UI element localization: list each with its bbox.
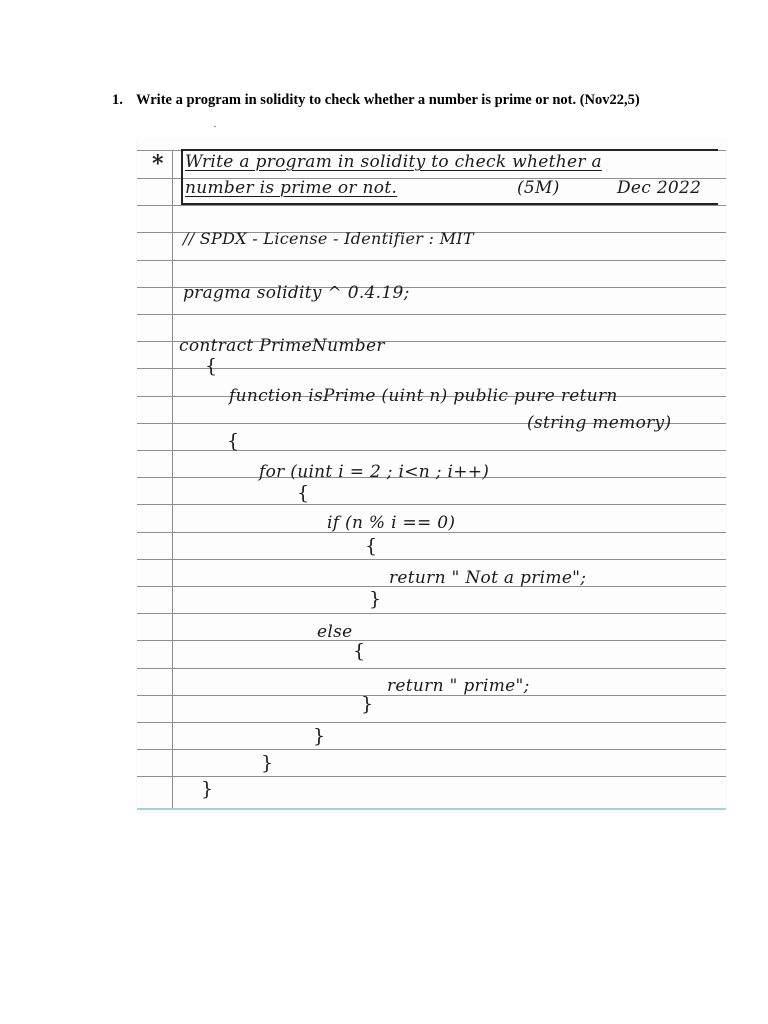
- else-close-brace: }: [361, 693, 374, 715]
- ruled-line: [137, 640, 726, 641]
- heading-box-top: [181, 149, 718, 151]
- notes-heading-line-1: Write a program in solidity to check whether a: [185, 152, 602, 172]
- function-open-brace: {: [227, 430, 240, 452]
- marks-label: (5M): [517, 178, 560, 198]
- ruled-line: [137, 668, 726, 669]
- date-label: Dec 2022: [617, 178, 702, 198]
- code-line-else: else: [317, 622, 353, 642]
- ruled-line: [137, 722, 726, 723]
- code-line-return-prime: return " prime";: [387, 676, 530, 696]
- star-mark: *: [152, 151, 164, 177]
- ruled-line: [137, 314, 726, 315]
- for-open-brace: {: [297, 482, 310, 504]
- code-line-returns: (string memory): [527, 413, 672, 433]
- notebook-bottom-edge: [137, 808, 726, 810]
- ruled-line: [137, 450, 726, 451]
- ruled-line: [137, 613, 726, 614]
- ruled-line: [137, 205, 726, 206]
- ruled-line: [137, 260, 726, 261]
- ruled-line: [137, 749, 726, 750]
- for-close-brace: }: [313, 725, 326, 747]
- ruled-line: [137, 776, 726, 777]
- code-line-license: // SPDX - License - Identifier : MIT: [183, 229, 474, 248]
- notes-heading-line-2: number is prime or not.: [185, 178, 398, 198]
- handwritten-notebook-page: [137, 140, 726, 812]
- heading-box-left: [181, 149, 183, 204]
- code-line-function: function isPrime (uint n) public pure return: [229, 386, 618, 406]
- code-line-for: for (uint i = 2 ; i<n ; i++): [259, 462, 490, 482]
- question-number: 1.: [112, 92, 123, 108]
- if-open-brace: {: [365, 535, 378, 557]
- code-line-if: if (n % i == 0): [327, 513, 456, 533]
- code-line-return-not-prime: return " Not a prime";: [389, 568, 587, 588]
- heading-box-bottom: [181, 203, 718, 205]
- code-line-contract: contract PrimeNumber: [179, 336, 385, 356]
- notebook-margin-line: [172, 150, 173, 810]
- ruled-line: [137, 559, 726, 560]
- if-close-brace: }: [369, 588, 382, 610]
- code-line-pragma: pragma solidity ^ 0.4.19;: [183, 283, 410, 303]
- function-close-brace: }: [261, 752, 274, 774]
- stray-mark: [214, 126, 216, 127]
- contract-open-brace: {: [205, 355, 218, 377]
- contract-close-brace: }: [201, 778, 214, 800]
- ruled-line: [137, 368, 726, 369]
- ruled-line: [137, 504, 726, 505]
- question-text: [112, 92, 712, 109]
- else-open-brace: {: [353, 640, 366, 662]
- question-body: Write a program in solidity to check whether a number is prime or not. (Nov22,5): [136, 92, 640, 108]
